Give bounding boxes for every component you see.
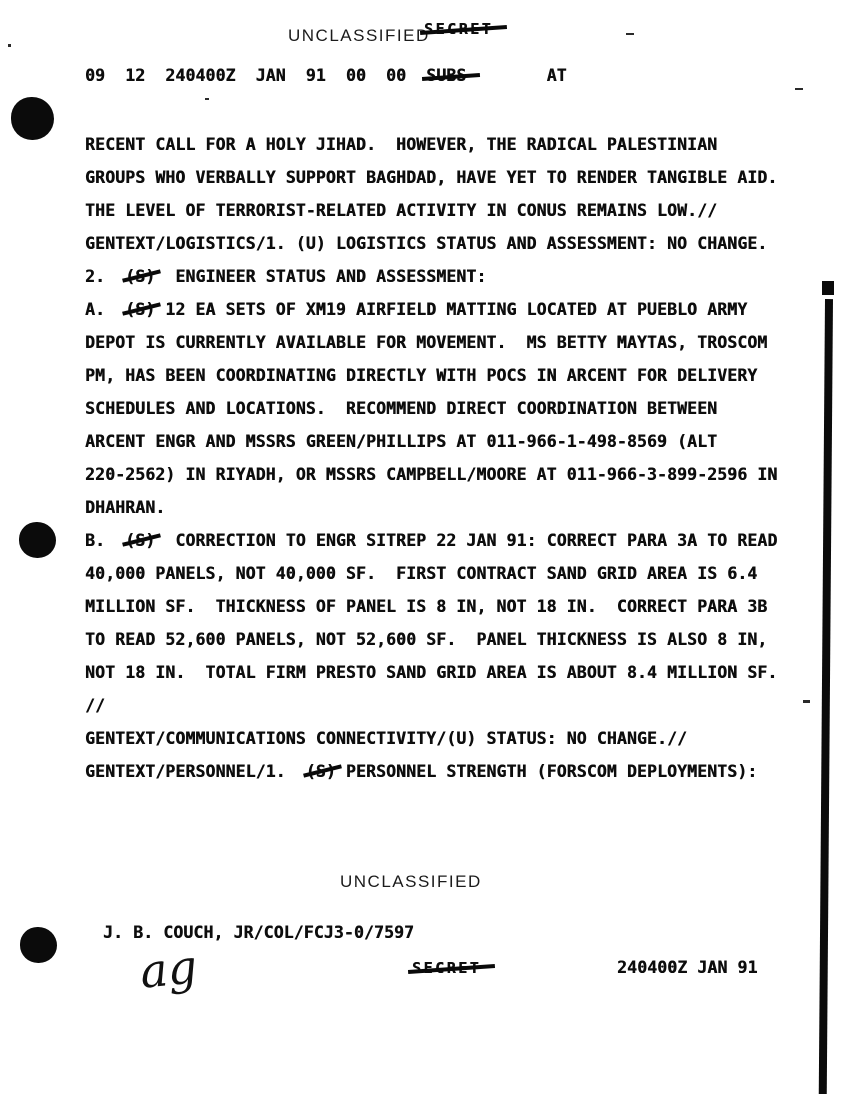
scan-artifact-bar [819, 299, 833, 1094]
text-segment: 2. [85, 267, 126, 286]
text-segment: SCHEDULES AND LOCATIONS. RECOMMEND DIRECT COORDINATION BETWEEN [85, 399, 718, 418]
classification-header: UNCLASSIFIED [288, 26, 430, 45]
doc-line [85, 425, 805, 458]
text-segment: MILLION SF. THICKNESS OF PANEL IS 8 IN, NOT 18 IN. CORRECT PARA 3B [85, 597, 768, 616]
text-segment: GENTEXT/PERSONNEL/1. [85, 762, 306, 781]
text-segment: A. [85, 300, 126, 319]
doc-line [85, 590, 805, 623]
text-segment: // [85, 696, 106, 715]
text-segment: ARCENT ENGR AND MSSRS GREEN/PHILLIPS AT 011-966-1-498-8569 (ALT [85, 432, 718, 451]
text-segment: CORRECTION TO ENGR SITREP 22 JAN 91: CORRECT PARA 3A TO READ [155, 531, 778, 550]
doc-line [85, 623, 805, 656]
text-segment: TO READ 52,600 PANELS, NOT 52,600 SF. PANEL THICKNESS IS ALSO 8 IN, [85, 630, 768, 649]
classification-footer: UNCLASSIFIED [340, 872, 482, 891]
text-segment: GENTEXT/COMMUNICATIONS CONNECTIVITY/(U) STATUS: NO CHANGE.// [85, 729, 688, 748]
crossed-out-secret-stamp: SECRET [424, 20, 494, 38]
signature-block: J. B. COUCH, JR/COL/FCJ3-0/7597 [103, 923, 415, 942]
doc-line [85, 128, 805, 161]
text-segment: 09 12 240400Z JAN 91 00 00 [85, 66, 427, 85]
crossed-out-classification-mark: (S) [306, 755, 336, 788]
hole-punch-mark [11, 97, 54, 140]
doc-line [85, 194, 805, 227]
doc-line [85, 656, 805, 689]
footer-dtg: 240400Z JAN 91 [617, 958, 758, 977]
doc-line [85, 392, 805, 425]
noise-speck [626, 33, 634, 35]
noise-speck [8, 44, 11, 47]
text-segment: GENTEXT/LOGISTICS/1. (U) LOGISTICS STATUS AND ASSESSMENT: NO CHANGE. [85, 234, 768, 253]
doc-line [85, 689, 805, 722]
doc-line [85, 722, 805, 755]
crossed-out-classification-mark: (S) [125, 293, 155, 326]
crossed-out-classification-mark: (S) [125, 260, 155, 293]
text-segment: GROUPS WHO VERBALLY SUPPORT BAGHDAD, HAVE YET TO RENDER TANGIBLE AID. [85, 168, 778, 187]
text-segment: PM, HAS BEEN COORDINATING DIRECTLY WITH POCS IN ARCENT FOR DELIVERY [85, 366, 758, 385]
noise-speck [795, 88, 803, 90]
doc-line [85, 161, 805, 194]
crossed-out-secret-stamp-footer: SECRET [412, 959, 482, 977]
hole-punch-mark [19, 522, 56, 558]
crossed-out-classification-mark: SUBS [426, 66, 467, 85]
text-segment: B. [85, 531, 126, 550]
text-segment: 220-2562) IN RIYADH, OR MSSRS CAMPBELL/MOORE AT 011-966-3-899-2596 IN [85, 465, 778, 484]
text-segment: RECENT CALL FOR A HOLY JIHAD. HOWEVER, THE RADICAL PALESTINIAN [85, 135, 718, 154]
text-segment: DHAHRAN. [85, 498, 166, 517]
handwritten-initials: ag [137, 939, 200, 999]
text-segment: ENGINEER STATUS AND ASSESSMENT: [155, 267, 487, 286]
text-segment: PERSONNEL STRENGTH (FORSCOM DEPLOYMENTS): [335, 762, 758, 781]
noise-speck [205, 98, 209, 100]
text-segment: THE LEVEL OF TERRORIST-RELATED ACTIVITY IN CONUS REMAINS LOW.// [85, 201, 718, 220]
crossed-out-classification-mark: (S) [125, 524, 155, 557]
doc-line [85, 491, 805, 524]
doc-line [85, 458, 805, 491]
doc-line [85, 557, 805, 590]
text-segment: 12 EA SETS OF XM19 AIRFIELD MATTING LOCATED AT PUEBLO ARMY [155, 300, 748, 319]
hole-punch-mark [20, 927, 57, 963]
text-segment: AT [466, 66, 567, 85]
text-segment: 40,000 PANELS, NOT 40,000 SF. FIRST CONTRACT SAND GRID AREA IS 6.4 [85, 564, 758, 583]
scan-artifact-bar [822, 281, 834, 295]
text-segment: DEPOT IS CURRENTLY AVAILABLE FOR MOVEMENT. MS BETTY MAYTAS, TROSCOM [85, 333, 768, 352]
doc-line [85, 227, 805, 260]
doc-line [85, 524, 805, 557]
doc-line [85, 326, 805, 359]
text-segment: NOT 18 IN. TOTAL FIRM PRESTO SAND GRID AREA IS ABOUT 8.4 MILLION SF. [85, 663, 778, 682]
doc-line [85, 260, 805, 293]
doc-line [85, 755, 805, 788]
dtg-line [85, 66, 567, 85]
doc-line [85, 293, 805, 326]
body-lines [85, 128, 805, 788]
doc-line [85, 359, 805, 392]
